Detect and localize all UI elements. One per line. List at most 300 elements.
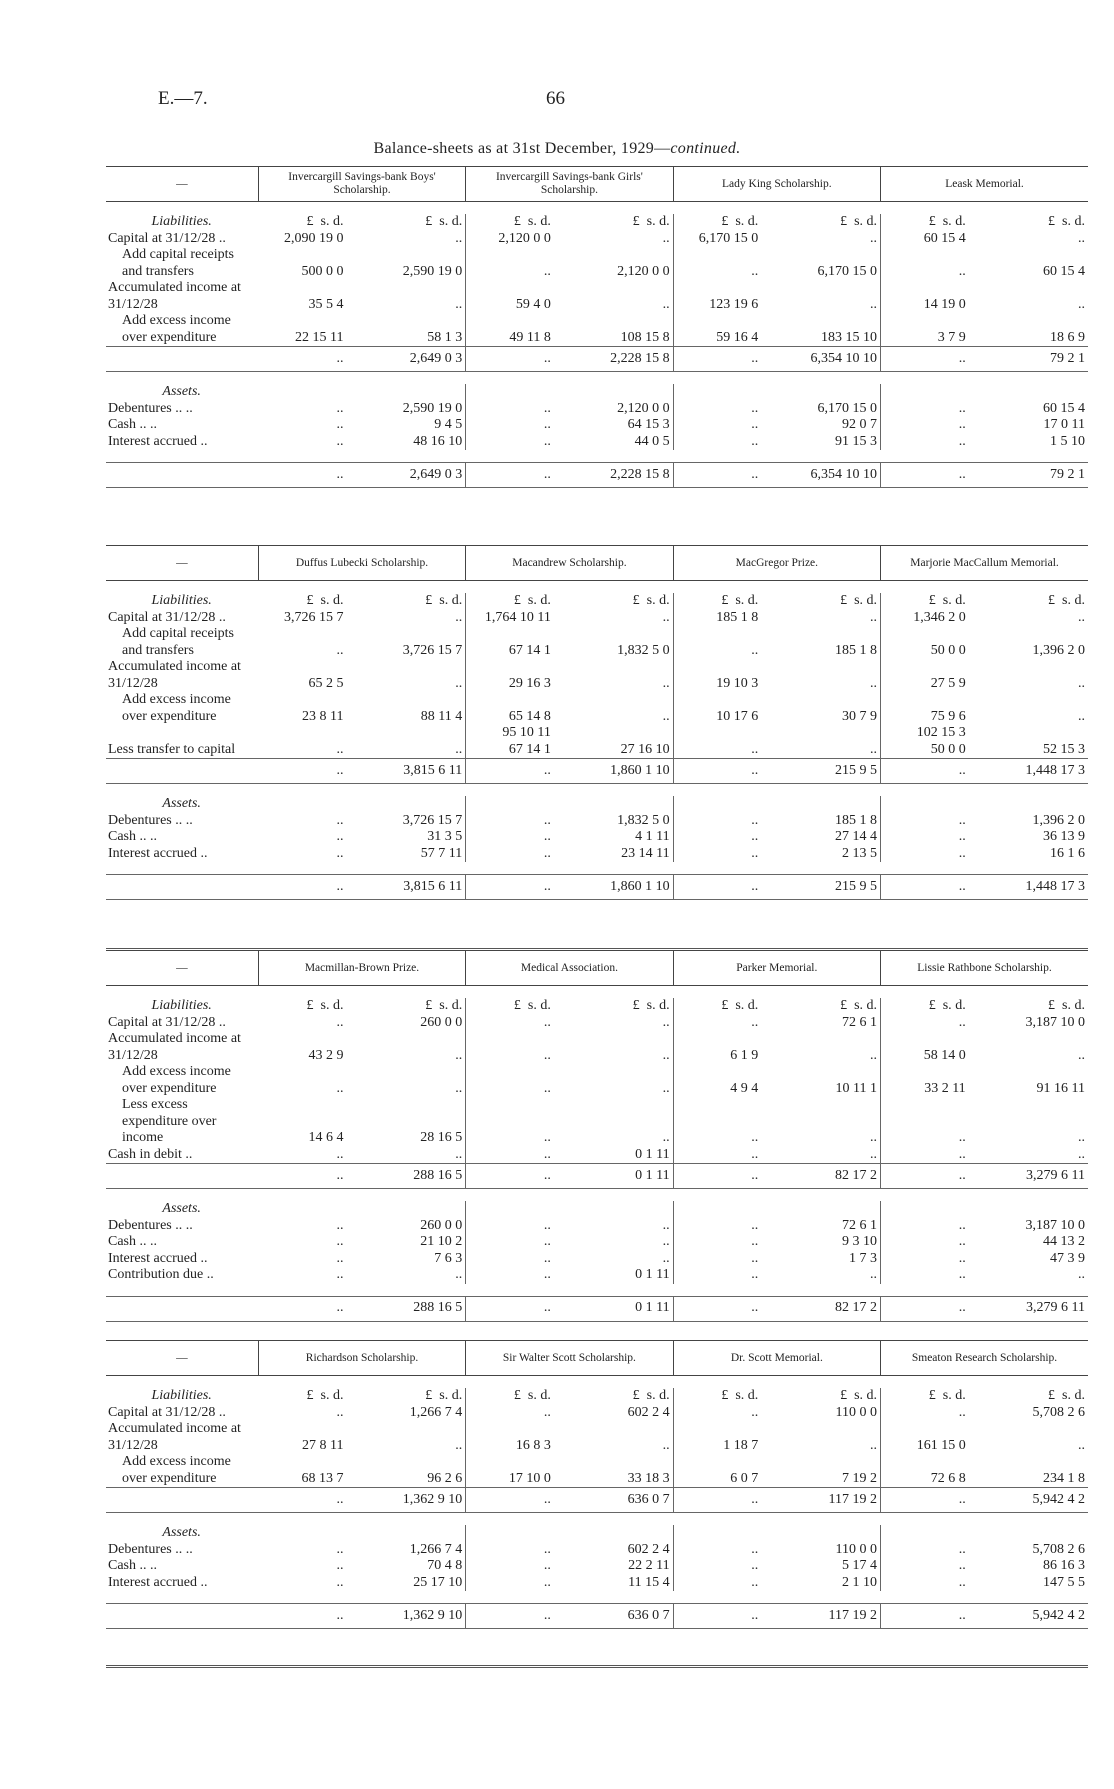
outer-amount [761,725,880,742]
pence-unit: d. [332,1388,344,1403]
column-heading: Macandrew Scholarship. [466,546,673,581]
outer-amount: 1,832 5 0 [617,642,670,658]
pence-unit: d. [451,998,463,1013]
asset-dots: .. [881,846,969,863]
outer-amount: .. [662,1437,670,1453]
inner-amount: .. [336,642,344,658]
assets-heading: Assets. [162,384,201,399]
asset-dots: .. [881,1234,969,1251]
row-label: Accumulated income at 31/12/28 [108,1031,241,1063]
asset-dots: .. [336,1558,344,1573]
row-label: Contribution due .. [108,1267,214,1282]
shilling-unit: s. [646,1388,656,1403]
pound-unit: £ [425,998,433,1013]
outer-amount: 52 15 3 [1043,741,1085,757]
asset-row [106,813,1088,830]
asset-dots: .. [336,1574,344,1590]
asset-dots: .. [673,829,761,846]
asset-dots: .. [466,1575,554,1592]
liability-row [106,692,1088,725]
pence-unit: d. [866,1388,878,1403]
pound-unit: £ [1048,1388,1056,1403]
pence-unit: d. [659,998,670,1013]
inner-amount: .. [466,1064,554,1097]
divider [106,1665,1088,1668]
header-dash: — [106,167,258,202]
asset-amount: 70 4 8 [427,1558,463,1573]
liability-row [106,1421,1088,1454]
total-label [106,1488,258,1513]
asset-dots: .. [673,1267,761,1284]
asset-dots: .. [673,1542,761,1559]
asset-dots: .. [466,1558,554,1575]
units-header [761,998,880,1015]
pound-unit: £ [928,593,936,608]
inner-amount [673,725,761,742]
total-amount: 3,279 6 11 [969,1164,1088,1189]
inner-amount: 27 8 11 [301,1437,344,1453]
pound-unit: £ [632,998,640,1013]
units-header [258,214,346,231]
inner-amount: .. [881,1147,969,1164]
asset-dots: .. [881,1575,969,1592]
inner-amount: 123 19 6 [673,280,761,313]
asset-dots: .. [336,400,344,416]
asset-row [106,846,1088,863]
total-dots: .. [673,1488,761,1513]
row-label [106,725,258,742]
outer-amount: 18 6 9 [1050,329,1085,345]
asset-dots: .. [881,829,969,846]
pence-unit: d. [866,998,878,1013]
total-label [106,1296,258,1321]
total-dots: .. [466,463,554,488]
shilling-unit: s. [942,998,952,1013]
outer-amount: .. [1078,1047,1085,1063]
asset-row [106,1234,1088,1251]
asset-amount: 147 5 5 [1043,1574,1085,1590]
asset-dots: .. [466,1267,554,1284]
liabilities-heading: Liabilities. [151,214,212,229]
total-amount: 79 2 1 [969,463,1088,488]
inner-amount: 6 1 9 [673,1031,761,1064]
balance-block-1 [106,166,1088,488]
units-header [466,593,554,610]
row-label: Cash .. .. [108,417,157,432]
outer-amount: .. [455,296,463,312]
total-amount: 1,860 1 10 [554,759,673,784]
inner-amount: 22 15 11 [294,329,344,345]
column-heading: Invercargill Savings-bank Girls' Scholarship. [466,167,673,202]
pound-unit: £ [840,593,848,608]
asset-amount: 22 2 11 [628,1558,670,1573]
asset-dots: .. [336,417,344,432]
total-amount: 117 19 2 [761,1604,880,1629]
inner-amount: 16 8 3 [466,1421,554,1454]
asset-row [106,1251,1088,1268]
title-main: Balance-sheets as at 31st December, 1929— [373,140,671,157]
column-heading: Parker Memorial. [673,951,880,986]
inner-amount: .. [673,742,761,759]
inner-amount: 72 6 8 [881,1454,969,1488]
asset-dots: .. [673,1218,761,1235]
asset-amount: 47 3 9 [1050,1250,1085,1266]
pound-unit: £ [928,1388,936,1403]
inner-amount: .. [466,1097,554,1147]
liability-row [106,1405,1088,1422]
inner-amount: .. [336,741,344,757]
units-header [881,214,969,231]
inner-amount: .. [336,1404,344,1420]
assets-heading: Assets. [162,1201,201,1216]
units-header [969,1388,1088,1405]
asset-dots: .. [881,1542,969,1559]
asset-dots: .. [673,846,761,863]
inner-amount: 50 0 0 [881,626,969,659]
asset-dots: .. [336,1541,344,1557]
column-heading: Sir Walter Scott Scholarship. [466,1341,673,1376]
shilling-unit: s. [1062,1388,1071,1403]
outer-amount: .. [1078,296,1085,312]
asset-amount: 36 13 9 [1043,829,1085,844]
column-heading: Medical Association. [466,951,673,986]
asset-dots: .. [336,433,344,449]
outer-amount: .. [662,708,670,724]
total-dots: .. [258,1164,346,1189]
row-label: Debentures .. .. [108,812,193,828]
shilling-unit: s. [1062,214,1071,229]
asset-dots: .. [881,417,969,434]
inner-amount: 59 16 4 [673,313,761,347]
row-label: Interest accrued .. [108,433,208,449]
asset-dots: .. [466,846,554,863]
liability-row [106,659,1088,692]
inner-amount: .. [673,626,761,659]
total-label [106,463,258,488]
pound-unit: £ [513,593,521,608]
inner-amount: 58 14 0 [881,1031,969,1064]
outer-amount: .. [455,1146,463,1162]
total-dots: .. [466,1164,554,1189]
total-amount: 3,279 6 11 [969,1296,1088,1321]
total-dots: .. [881,759,969,784]
asset-amount: .. [662,1234,670,1249]
asset-dots: .. [881,401,969,418]
asset-dots: .. [336,812,344,828]
asset-amount: 260 0 0 [420,1217,463,1233]
outer-amount: .. [455,675,463,691]
total-dots: .. [673,759,761,784]
header-dash: — [106,951,258,986]
asset-dots: .. [466,434,554,451]
asset-amount: 4 1 11 [635,829,670,844]
units-header [881,593,969,610]
column-heading: Dr. Scott Memorial. [673,1341,880,1376]
asset-row [106,1542,1088,1559]
units-header [673,214,761,231]
outer-amount: 3,726 15 7 [402,642,463,658]
asset-amount: 44 13 2 [1043,1234,1085,1249]
outer-amount: .. [662,609,670,625]
shilling-unit: s. [320,593,330,608]
column-heading: Smeaton Research Scholarship. [881,1341,1088,1376]
pound-unit: £ [306,214,314,229]
asset-amount: 5 17 4 [842,1558,878,1573]
outer-amount: .. [662,1130,670,1145]
outer-amount: 72 6 1 [842,1014,878,1030]
pound-unit: £ [721,1388,729,1403]
pence-unit: d. [955,1388,966,1403]
liability-row [106,1031,1088,1064]
asset-amount: .. [870,1267,878,1282]
outer-amount: .. [870,296,878,312]
shilling-unit: s. [942,593,952,608]
pound-unit: £ [306,998,314,1013]
inner-amount: 17 10 0 [466,1454,554,1488]
asset-dots: .. [673,417,761,434]
asset-dots: .. [466,1234,554,1251]
total-amount: 215 9 5 [761,759,880,784]
total-amount: 117 19 2 [761,1488,880,1513]
total-dots: .. [466,1604,554,1629]
assets-heading: Assets. [162,796,201,811]
outer-amount: .. [870,230,878,246]
units-header [673,593,761,610]
pound-unit: £ [1048,998,1056,1013]
inner-amount: .. [881,1097,969,1147]
asset-amount: 2 1 10 [842,1574,878,1590]
inner-amount: 43 2 9 [308,1047,344,1063]
pence-unit: d. [747,998,759,1013]
pence-unit: d. [866,214,878,229]
shilling-unit: s. [439,214,449,229]
asset-dots: .. [466,813,554,830]
shilling-unit: s. [320,998,330,1013]
pound-unit: £ [928,998,936,1013]
liability-row [106,247,1088,280]
inner-amount: 6 0 7 [673,1454,761,1488]
asset-dots: .. [881,1251,969,1268]
outer-amount: .. [1078,1146,1085,1162]
asset-dots: .. [673,1251,761,1268]
outer-amount: .. [1078,230,1085,246]
assets-total-row [106,1604,1088,1629]
outer-amount: .. [870,1146,878,1162]
total-dots: .. [881,1296,969,1321]
liability-row [106,231,1088,248]
total-amount: 636 0 7 [554,1488,673,1513]
total-dots: .. [673,875,761,900]
inner-amount: .. [336,1080,344,1096]
inner-amount: 67 14 1 [466,626,554,659]
total-dots: .. [466,759,554,784]
pence-unit: d. [747,1388,759,1403]
units-header [554,1388,673,1405]
row-label: Interest accrued .. [108,845,208,861]
liability-row [106,280,1088,313]
pence-unit: d. [955,593,966,608]
units-header [969,214,1088,231]
asset-dots: .. [673,1234,761,1251]
outer-amount: .. [870,1130,878,1145]
outer-amount: 185 1 8 [835,642,878,658]
total-label [106,759,258,784]
column-heading: MacGregor Prize. [673,546,880,581]
pence-unit: d. [540,214,551,229]
row-label: Capital at 31/12/28 .. [108,1404,226,1420]
asset-amount: 31 3 5 [427,829,463,844]
asset-amount: 1 5 10 [1050,433,1085,449]
total-dots: .. [258,875,346,900]
outer-amount [969,725,1088,742]
liability-row [106,610,1088,627]
units-header [258,593,346,610]
asset-row [106,417,1088,434]
units-header [554,214,673,231]
inner-amount: 49 11 8 [466,313,554,347]
inner-amount [258,725,346,742]
inner-amount: 27 5 9 [881,659,969,692]
page-number: 66 [546,88,565,109]
inner-amount: .. [673,1097,761,1147]
outer-amount: 110 0 0 [835,1404,878,1420]
total-amount: 6,354 10 10 [761,463,880,488]
row-label: Add excess income over expenditure [122,1454,231,1486]
title-continued: continued. [670,140,741,157]
shilling-unit: s. [527,1388,537,1403]
inner-amount: .. [673,1405,761,1422]
row-label: Accumulated income at 31/12/28 [108,659,241,691]
total-dots: .. [466,875,554,900]
inner-amount: 65 2 5 [308,675,344,691]
pence-unit: d. [866,593,878,608]
pence-unit: d. [1074,1388,1085,1403]
shilling-unit: s. [646,214,656,229]
shilling-unit: s. [854,593,864,608]
outer-amount: 0 1 11 [635,1146,670,1162]
column-heading: Macmillan-Brown Prize. [258,951,465,986]
pound-unit: £ [632,214,640,229]
total-dots: .. [881,463,969,488]
column-heading: Lissie Rathbone Scholarship. [881,951,1088,986]
outer-amount: .. [1078,1130,1085,1145]
total-amount: 288 16 5 [346,1164,465,1189]
pence-unit: d. [659,593,670,608]
asset-dots: .. [881,1558,969,1575]
total-dots: .. [258,1604,346,1629]
asset-row [106,1558,1088,1575]
asset-dots: .. [336,1217,344,1233]
pence-unit: d. [659,1388,670,1403]
units-header [554,593,673,610]
asset-dots: .. [336,1250,344,1266]
shilling-unit: s. [527,214,537,229]
total-amount: 5,942 4 2 [969,1604,1088,1629]
outer-amount: 28 16 5 [420,1130,463,1145]
row-label: Cash in debit .. [108,1146,193,1162]
units-header [554,998,673,1015]
pound-unit: £ [721,214,729,229]
units-header [466,998,554,1015]
pound-unit: £ [928,214,936,229]
doc-reference: E.—7. [158,88,208,109]
total-dots: .. [881,1488,969,1513]
pound-unit: £ [513,1388,521,1403]
inner-amount: .. [673,247,761,280]
inner-amount: 3 7 9 [881,313,969,347]
outer-amount: 30 7 9 [842,708,878,724]
total-amount: 82 17 2 [761,1296,880,1321]
row-label: Less excess expenditure over income [122,1097,217,1145]
inner-amount: 14 6 4 [308,1130,344,1145]
total-amount: 636 0 7 [554,1604,673,1629]
asset-amount: 3,726 15 7 [402,812,463,828]
outer-amount: 27 16 10 [620,741,670,757]
asset-dots: .. [466,401,554,418]
balance-block-3 [106,950,1088,1322]
liabilities-heading: Liabilities. [151,1388,212,1403]
asset-amount: 25 17 10 [413,1574,463,1590]
outer-amount: 5,708 2 6 [1032,1404,1085,1420]
pence-unit: d. [540,998,551,1013]
total-label [106,1604,258,1629]
pound-unit: £ [632,593,640,608]
outer-amount: .. [870,1047,878,1063]
liability-row [106,742,1088,759]
liability-row [106,1454,1088,1488]
outer-amount: 88 11 4 [420,708,463,724]
pence-unit: d. [747,593,759,608]
units-header [346,1388,465,1405]
inner-amount: 161 15 0 [881,1421,969,1454]
header-dash: — [106,1341,258,1376]
outer-amount: 91 16 11 [1036,1080,1085,1096]
shilling-unit: s. [735,1388,745,1403]
inner-amount: .. [466,1405,554,1422]
total-dots: .. [673,1604,761,1629]
pence-unit: d. [540,593,551,608]
row-label: Add capital receipts and transfers [122,247,234,279]
pence-unit: d. [1074,998,1085,1013]
asset-amount: 5,708 2 6 [1032,1541,1085,1557]
shilling-unit: s. [439,593,449,608]
total-amount: 288 16 5 [346,1296,465,1321]
shilling-unit: s. [320,1388,330,1403]
outer-amount: .. [662,1047,670,1063]
total-amount: 1,860 1 10 [554,875,673,900]
shilling-unit: s. [1062,593,1071,608]
asset-amount: 7 6 3 [434,1250,463,1266]
liability-row [106,626,1088,659]
shilling-unit: s. [942,214,952,229]
pence-unit: d. [540,1388,551,1403]
units-header [673,1388,761,1405]
asset-dots: .. [673,1558,761,1575]
total-dots: .. [258,347,346,372]
pound-unit: £ [513,214,521,229]
asset-amount: 44 0 5 [634,433,670,449]
liability-row [106,313,1088,347]
asset-amount: 2,590 19 0 [402,400,463,416]
asset-dots: .. [673,813,761,830]
inner-amount: 59 4 0 [466,280,554,313]
shilling-unit: s. [1062,998,1071,1013]
outer-amount: 33 18 3 [627,1470,670,1486]
inner-amount: 29 16 3 [466,659,554,692]
asset-dots: .. [466,1218,554,1235]
pound-unit: £ [1048,593,1056,608]
total-dots: .. [673,1164,761,1189]
